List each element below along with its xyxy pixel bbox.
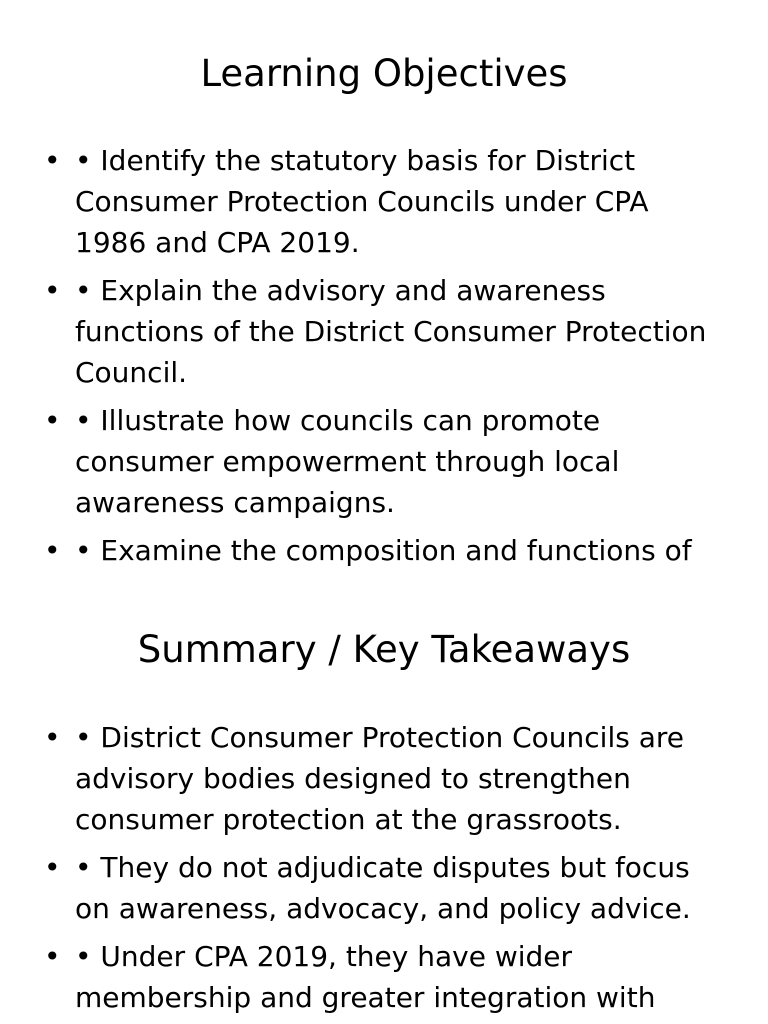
bullet-text: • Illustrate how councils can promote consumer empowerment through local awareness campaigns.	[75, 404, 620, 519]
list-item	[0, 140, 768, 263]
bullet-marker: •	[44, 144, 61, 177]
bullet-text: • They do not adjudicate disputes but focus on awareness, advocacy, and policy advice.	[75, 851, 691, 925]
bullet-text: • Explain the advisory and awareness functions of the District Consumer Protection Council.	[75, 274, 707, 389]
list-item	[0, 270, 768, 393]
bullet-marker: •	[44, 940, 61, 973]
bullet-list	[0, 717, 768, 1024]
bullet-list	[0, 140, 768, 576]
bullet-marker: •	[44, 274, 61, 307]
bullet-marker: •	[44, 404, 61, 437]
list-item	[0, 936, 768, 1018]
slide-summary-key-takeaways	[0, 576, 768, 1024]
slide-title: Learning Objectives	[200, 52, 568, 95]
slide-title: Summary / Key Takeaways	[137, 628, 631, 671]
bullet-marker: •	[44, 851, 61, 884]
list-item	[0, 847, 768, 929]
list-item	[0, 717, 768, 840]
list-item	[0, 530, 768, 571]
bullet-text: • Under CPA 2019, they have wider membership and greater integration with	[75, 940, 656, 1014]
bullet-text: • Examine the composition and functions of	[75, 534, 692, 567]
bullet-text: • District Consumer Protection Councils are advisory bodies designed to strengthen consumer protection at the grassroots.	[75, 721, 685, 836]
list-item	[0, 400, 768, 523]
bullet-text: • Identify the statutory basis for District Consumer Protection Councils under CPA 1986 and CPA 2019.	[75, 144, 649, 259]
bullet-marker: •	[44, 534, 61, 567]
bullet-marker: •	[44, 721, 61, 754]
